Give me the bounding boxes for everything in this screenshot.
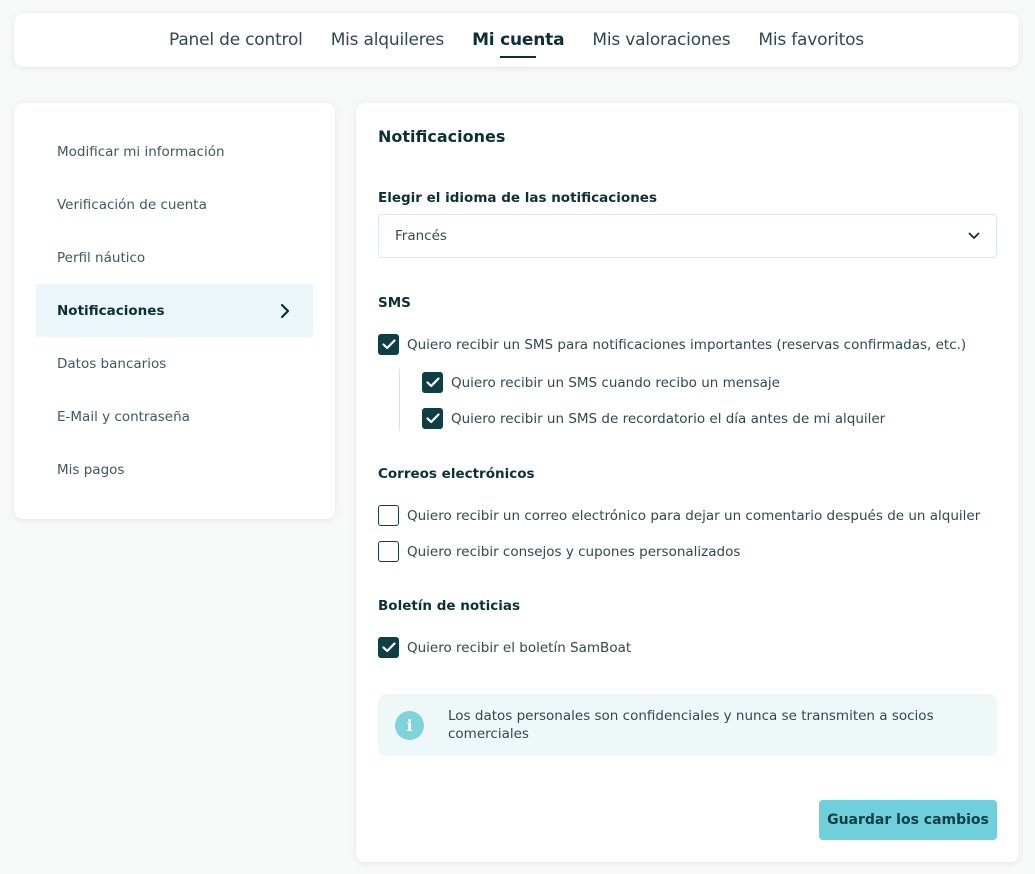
sidebar-item-verificacion[interactable]: [36, 178, 313, 231]
sidebar-item-perfil-nautico[interactable]: [36, 231, 313, 284]
checkbox-label: Quiero recibir un SMS para notificaciones importantes (reservas confirmadas, etc.): [407, 336, 967, 353]
save-button[interactable]: Guardar los cambios: [819, 800, 997, 840]
info-message: Los datos personales son confidenciales y nunca se transmiten a socios comerciales: [448, 708, 934, 742]
sms-message-checkbox[interactable]: [422, 372, 780, 393]
sidebar-item-notificaciones[interactable]: [36, 284, 313, 337]
checkbox-unchecked-icon: [378, 541, 399, 562]
chevron-right-icon: [279, 303, 291, 319]
checkbox-checked-icon: [378, 334, 399, 355]
sms-important-checkbox[interactable]: [378, 334, 966, 355]
checkbox-checked-icon: [422, 372, 443, 393]
checkbox-checked-icon: [422, 408, 443, 429]
chevron-down-icon: [968, 232, 980, 240]
sidebar-item-modificar-informacion[interactable]: [36, 125, 313, 178]
sidebar-item-label: Notificaciones: [57, 302, 165, 319]
sidebar-item-label: Modificar mi información: [57, 143, 225, 160]
sidebar-item-label: E-Mail y contraseña: [57, 408, 190, 425]
sidebar-item-datos-bancarios[interactable]: [36, 337, 313, 390]
sms-reminder-checkbox[interactable]: [422, 408, 885, 429]
info-icon: i: [395, 711, 424, 740]
language-select[interactable]: [378, 214, 997, 258]
tab-mis-alquileres[interactable]: Mis alquileres: [330, 30, 445, 50]
indent-divider: [399, 369, 400, 431]
tab-panel-de-control[interactable]: Panel de control: [169, 30, 303, 50]
tab-mis-favoritos[interactable]: Mis favoritos: [758, 30, 864, 50]
sidebar-item-label: Datos bancarios: [57, 355, 167, 372]
checkbox-unchecked-icon: [378, 505, 399, 526]
sidebar-item-label: Perfil náutico: [57, 249, 146, 266]
page-title: Notificaciones: [378, 127, 506, 146]
sidebar-item-label: Verificación de cuenta: [57, 196, 207, 213]
account-sidebar: [14, 103, 335, 519]
language-select-value: Francés: [395, 228, 447, 244]
sidebar-item-email-contrasena[interactable]: [36, 390, 313, 443]
sidebar-item-mis-pagos[interactable]: [36, 443, 313, 496]
newsletter-checkbox[interactable]: [378, 637, 631, 658]
checkbox-label: Quiero recibir consejos y cupones personalizados: [407, 543, 741, 560]
checkbox-checked-icon: [378, 637, 399, 658]
checkbox-label: Quiero recibir un SMS cuando recibo un mensaje: [451, 374, 780, 391]
sidebar-item-label: Mis pagos: [57, 461, 125, 478]
email-review-checkbox[interactable]: [378, 505, 980, 526]
language-label: Elegir el idioma de las notificaciones: [378, 190, 657, 206]
notifications-panel: [356, 103, 1019, 862]
emails-heading: Correos electrónicos: [378, 466, 535, 482]
checkbox-label: Quiero recibir el boletín SamBoat: [407, 639, 632, 656]
sms-heading: SMS: [378, 295, 411, 311]
email-coupons-checkbox[interactable]: [378, 541, 740, 562]
newsletter-heading: Boletín de noticias: [378, 598, 521, 614]
tab-mis-valoraciones[interactable]: Mis valoraciones: [592, 30, 731, 50]
checkbox-label: Quiero recibir un correo electrónico para dejar un comentario después de un alquiler: [407, 507, 981, 524]
checkbox-label: Quiero recibir un SMS de recordatorio el día antes de mi alquiler: [451, 410, 886, 427]
privacy-info-box: [378, 694, 997, 756]
top-navigation: [14, 13, 1019, 67]
tab-mi-cuenta[interactable]: Mi cuenta: [458, 30, 578, 50]
